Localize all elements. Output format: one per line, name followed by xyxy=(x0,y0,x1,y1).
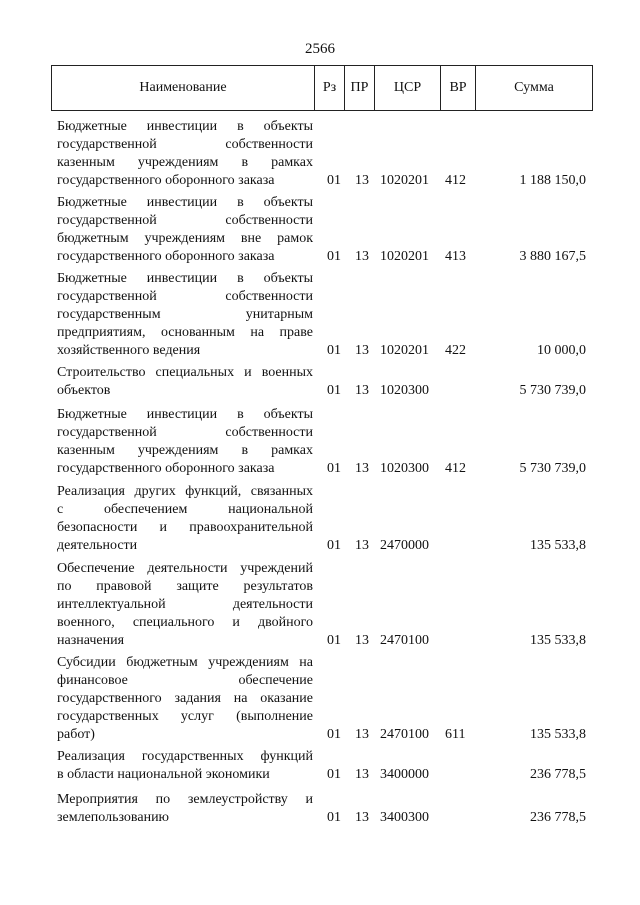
row-name-line: деятельности xyxy=(57,538,138,553)
row-sum: 135 533,8 xyxy=(530,727,586,742)
table-row xyxy=(0,406,640,478)
row-rz: 01 xyxy=(327,727,341,742)
row-csr: 3400300 xyxy=(380,810,429,825)
row-sum: 10 000,0 xyxy=(537,343,586,358)
row-name xyxy=(57,364,313,400)
row-name-line: государственного оборонного заказа xyxy=(57,461,275,476)
row-name-line: государственного задания на оказание xyxy=(57,691,313,706)
row-name-line: хозяйственного ведения xyxy=(57,343,201,358)
row-name xyxy=(57,483,313,555)
row-pr: 13 xyxy=(355,633,369,648)
row-rz: 01 xyxy=(327,538,341,553)
row-csr: 1020201 xyxy=(380,343,429,358)
row-name-line: землепользованию xyxy=(57,810,170,825)
header-vr: ВР xyxy=(441,66,476,111)
row-name xyxy=(57,194,313,266)
row-name-line: государственной собственности xyxy=(57,213,313,228)
row-name-line: бюджетным учреждениям вне рамок xyxy=(57,231,313,246)
row-vr: 422 xyxy=(445,343,466,358)
table-row xyxy=(0,118,640,190)
row-name-line: работ) xyxy=(57,727,95,742)
row-name-line: военного, специального и двойного xyxy=(57,615,313,630)
row-name-line: объектов xyxy=(57,383,111,398)
row-name-line: Бюджетные инвестиции в объекты xyxy=(57,119,313,134)
row-name-line: Обеспечение деятельности учреждений xyxy=(57,561,313,576)
row-name-line: государственного оборонного заказа xyxy=(57,173,275,188)
row-name xyxy=(57,748,313,784)
row-name-line: назначения xyxy=(57,633,125,648)
row-name-line: Субсидии бюджетным учреждениям на xyxy=(57,655,313,670)
row-rz: 01 xyxy=(327,461,341,476)
row-rz: 01 xyxy=(327,343,341,358)
row-name-line: Бюджетные инвестиции в объекты xyxy=(57,271,313,286)
row-name-line: Бюджетные инвестиции в объекты xyxy=(57,195,313,210)
row-pr: 13 xyxy=(355,383,369,398)
row-vr: 412 xyxy=(445,461,466,476)
row-name-line: в области национальной экономики xyxy=(57,767,270,782)
row-csr: 1020300 xyxy=(380,383,429,398)
header-pr: ПР xyxy=(345,66,375,111)
row-pr: 13 xyxy=(355,538,369,553)
row-name-line: Мероприятия по землеустройству и xyxy=(57,792,313,807)
row-sum: 5 730 739,0 xyxy=(519,461,586,476)
row-rz: 01 xyxy=(327,383,341,398)
row-csr: 2470000 xyxy=(380,538,429,553)
row-sum: 5 730 739,0 xyxy=(519,383,586,398)
row-pr: 13 xyxy=(355,249,369,264)
row-vr: 412 xyxy=(445,173,466,188)
row-pr: 13 xyxy=(355,461,369,476)
row-sum: 135 533,8 xyxy=(530,538,586,553)
row-name xyxy=(57,270,313,360)
row-name-line: Реализация других функций, связанных xyxy=(57,484,313,499)
table-row xyxy=(0,560,640,650)
row-csr: 1020201 xyxy=(380,249,429,264)
row-pr: 13 xyxy=(355,767,369,782)
row-csr: 1020201 xyxy=(380,173,429,188)
row-rz: 01 xyxy=(327,810,341,825)
row-csr: 1020300 xyxy=(380,461,429,476)
row-name xyxy=(57,560,313,650)
row-name-line: финансовое обеспечение xyxy=(57,673,313,688)
table-row xyxy=(0,270,640,360)
row-name-line: с обеспечением национальной xyxy=(57,502,313,517)
row-pr: 13 xyxy=(355,810,369,825)
row-csr: 3400000 xyxy=(380,767,429,782)
table-row xyxy=(0,364,640,400)
row-rz: 01 xyxy=(327,767,341,782)
row-name-line: государственным унитарным xyxy=(57,307,313,322)
row-csr: 2470100 xyxy=(380,727,429,742)
table-row xyxy=(0,194,640,266)
row-vr: 413 xyxy=(445,249,466,264)
header-csr: ЦСР xyxy=(375,66,441,111)
row-pr: 13 xyxy=(355,173,369,188)
row-name xyxy=(57,118,313,190)
row-rz: 01 xyxy=(327,173,341,188)
row-name-line: безопасности и правоохранительной xyxy=(57,520,313,535)
row-name-line: интеллектуальной деятельности xyxy=(57,597,313,612)
row-pr: 13 xyxy=(355,727,369,742)
row-vr: 611 xyxy=(445,727,466,742)
row-name-line: предприятиям, основанным на праве xyxy=(57,325,313,340)
row-csr: 2470100 xyxy=(380,633,429,648)
row-name-line: государственных услуг (выполнение xyxy=(57,709,313,724)
row-name-line: Бюджетные инвестиции в объекты xyxy=(57,407,313,422)
row-name-line: Строительство специальных и военных xyxy=(57,365,313,380)
row-name-line: государственной собственности xyxy=(57,137,313,152)
row-name-line: Реализация государственных функций xyxy=(57,749,313,764)
row-pr: 13 xyxy=(355,343,369,358)
row-name-line: по правовой защите результатов xyxy=(57,579,313,594)
table-row xyxy=(0,791,640,827)
header-rz: Рз xyxy=(315,66,345,111)
row-sum: 1 188 150,0 xyxy=(519,173,586,188)
row-name xyxy=(57,791,313,827)
row-name xyxy=(57,654,313,744)
row-sum: 236 778,5 xyxy=(530,767,586,782)
row-sum: 236 778,5 xyxy=(530,810,586,825)
row-name-line: государственного оборонного заказа xyxy=(57,249,275,264)
table-row xyxy=(0,654,640,744)
page-number: 2566 xyxy=(305,41,335,57)
table-row xyxy=(0,748,640,784)
header-sum: Сумма xyxy=(476,66,593,111)
row-name-line: государственной собственности xyxy=(57,425,313,440)
table-row xyxy=(0,483,640,555)
row-sum: 3 880 167,5 xyxy=(519,249,586,264)
row-sum: 135 533,8 xyxy=(530,633,586,648)
row-name-line: казенным учреждениям в рамках xyxy=(57,155,313,170)
table-header xyxy=(51,65,593,111)
row-rz: 01 xyxy=(327,249,341,264)
header-name: Наименование xyxy=(52,66,315,111)
row-name-line: государственной собственности xyxy=(57,289,313,304)
row-name-line: казенным учреждениям в рамках xyxy=(57,443,313,458)
row-name xyxy=(57,406,313,478)
row-rz: 01 xyxy=(327,633,341,648)
